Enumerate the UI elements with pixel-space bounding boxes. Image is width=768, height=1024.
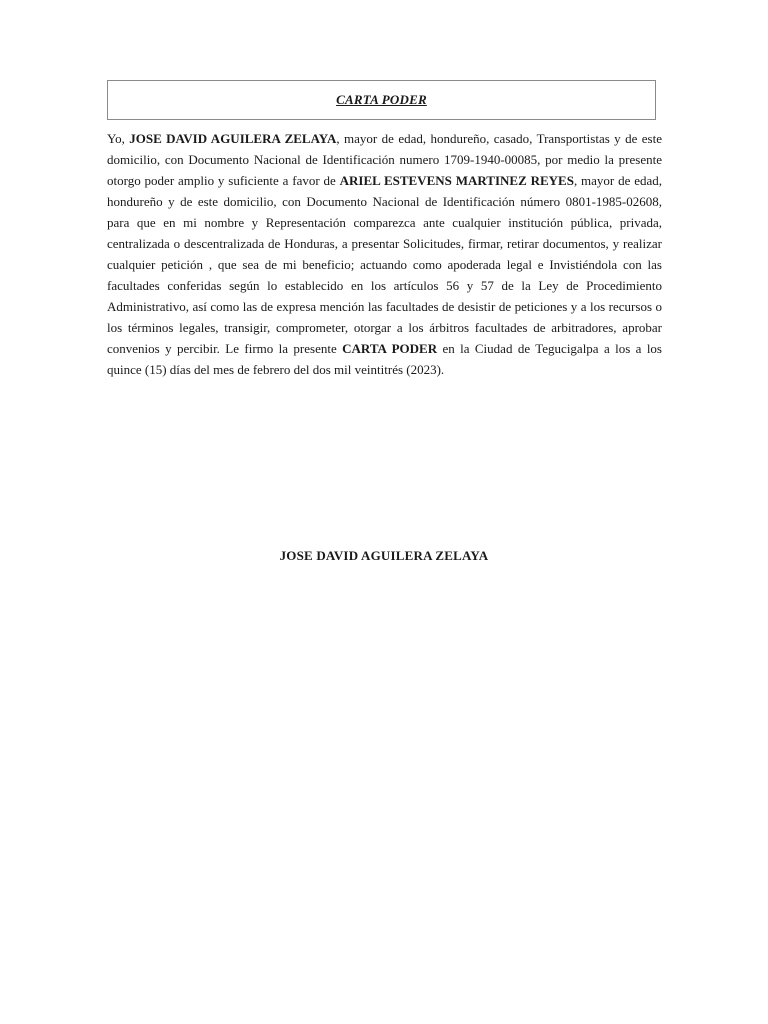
document-title: CARTA PODER bbox=[336, 92, 427, 107]
grantor-name: JOSE DAVID AGUILERA ZELAYA bbox=[129, 131, 337, 146]
body-text-segment: Yo, bbox=[107, 131, 130, 146]
body-paragraph bbox=[107, 128, 662, 380]
signature-name: JOSE DAVID AGUILERA ZELAYA bbox=[279, 548, 489, 563]
grantee-name: ARIEL ESTEVENS MARTINEZ REYES bbox=[339, 173, 574, 188]
title-box bbox=[107, 80, 656, 120]
body-text-segment: en la Ciudad de Tegucigalpa a los a los quince (15) días del mes de febrero del dos mil veintitrés (2023). bbox=[107, 341, 662, 377]
body-text-segment: , mayor de edad, hondureño y de este domicilio, con Documento Nacional de Identificación número 0801-1985-02608, para que en mi nombre y Representación comparezca ante cualquier institución pública, privada, centralizada o descentralizada de Honduras, a presentar Solicitudes, firmar, retirar documentos, y realizar cualquier petición , que sea de mi beneficio; actuando como apoderada legal e Invistiéndola con las facultades conferidas según lo establecido en los artículos 56 y 57 de la Ley de Procedimiento Administrativo, así como las de expresa mención las facultades de desistir de peticiones y a los recursos o los términos legales, transigir, comprometer, otorgar a los árbitros facultades de arbitradores, aprobar convenios y percibir. Le firmo la presente bbox=[107, 173, 662, 356]
document-reference: CARTA PODER bbox=[342, 341, 438, 356]
body-text-segment: , mayor de edad, hondureño, casado, Transportistas y de este domicilio, con Documento Nacional de Identificación numero 1709-1940-00085, por medio la presente otorgo poder amplio y suficiente a favor de bbox=[107, 131, 662, 188]
